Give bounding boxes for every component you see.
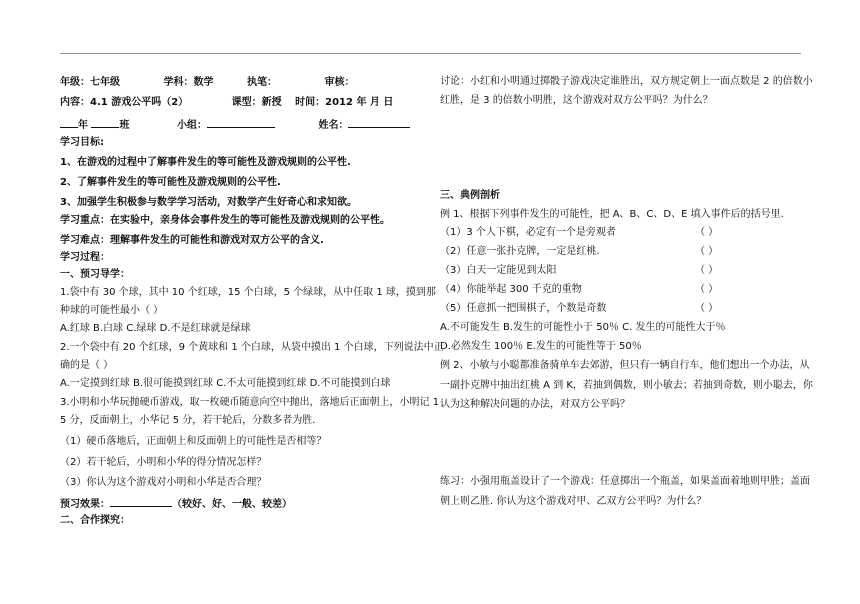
list-item — [440, 264, 556, 278]
header-rule — [60, 53, 801, 54]
preview-effect — [60, 495, 292, 512]
list-item — [440, 283, 582, 297]
goal-1: 1、在游戏的过程中了解事件发生的等可能性及游戏规则的公平性. — [60, 157, 351, 168]
answer-paren: （ ） — [695, 284, 719, 295]
goals-title: 学习目标: — [60, 137, 104, 148]
effect-hint: （较好、好、一般、较差） — [172, 499, 292, 510]
header-row-1 — [60, 76, 354, 90]
q3-line-2: 5 分，反面朝上，小华记 5 分，若干轮后，分数多者为胜. — [60, 415, 316, 426]
class-label: 班 — [119, 120, 130, 131]
q3-line-1: 3.小明和小华玩抛硬币游戏，取一枚硬币随意向空中抛出，落地后正面朝上，小明记 1 — [60, 397, 440, 408]
q1-line-1: 1.袋中有 30 个球，其中 10 个红球，15 个白球，5 个绿球，从中任取 1 球，摸到那 — [60, 287, 436, 298]
q2-options: A.一定摸到红球 B.很可能摸到红球 C.不太可能摸到红球 D.不可能摸到白球 — [60, 378, 391, 389]
q3-sub-2: （2）若干轮后，小明和小华的得分情况怎样？ — [60, 457, 267, 468]
lesson-type: 课型：新授 — [231, 97, 282, 108]
goal-3: 3、加强学生积极参与数学学习活动，对数学产生好奇心和求知欲。 — [60, 197, 357, 208]
options-row-2: D.必然发生 100％ E.发生的可能性等于 50％ — [440, 341, 642, 352]
example-2-line-3: 认为这种解决问题的办法，对双方公平吗？ — [440, 399, 630, 410]
lesson-content: 内容：4.1 游戏公平吗（2） — [60, 97, 189, 108]
header-row-2 — [60, 96, 393, 110]
section-2-title: 二、合作探究： — [60, 515, 130, 526]
subject: 学科：数学 — [163, 77, 214, 88]
effect-label: 预习效果： — [60, 499, 110, 510]
year-label: 年 — [78, 120, 88, 131]
lesson-time: 时间：2012 年 月 日 — [295, 97, 394, 108]
item-text: （1）3 个人下棋，必定有一个是旁观者 — [440, 227, 616, 238]
grade: 年级：七年级 — [60, 77, 120, 88]
author: 执笔： — [246, 77, 277, 88]
example-1: 例 1、根据下列事件发生的可能性，把 A、B、C、D、E 填入事件后的括号里. — [440, 209, 784, 220]
goal-2: 2、了解事件发生的等可能性及游戏规则的公平性. — [60, 177, 281, 188]
list-item — [440, 302, 606, 316]
item-text: （3）白天一定能见到太阳 — [440, 265, 557, 276]
answer-paren: （ ） — [695, 303, 719, 314]
practice-line-1: 练习：小强用瓶盖设计了一个游戏：任意掷出一个瓶盖，如果盖面着地则甲胜；盖面 — [440, 476, 810, 487]
q2-line-2: 确的是（ ） — [60, 360, 114, 371]
name-label: 姓名： — [318, 120, 349, 131]
q1-options: A.红球 B.白球 C.绿球 D.不是红球就是绿球 — [60, 323, 251, 334]
item-text: （5）任意抓一把围棋子，个数是奇数 — [440, 303, 607, 314]
list-item — [440, 226, 616, 240]
section-3-title: 三、典例剖析 — [440, 190, 500, 201]
practice-line-2: 朝上则乙胜. 你认为这个游戏对甲、乙双方公平吗？为什么？ — [440, 496, 707, 507]
q1-line-2: 种球的可能性最小（ ） — [60, 305, 164, 316]
answer-paren: （ ） — [695, 265, 719, 276]
section-1-title: 一、预习导学： — [60, 269, 130, 280]
discussion-line-2: 红胜，是 3 的倍数小明胜，这个游戏对双方公平吗？为什么？ — [440, 95, 713, 106]
options-row-1: A.不可能发生 B.发生的可能性小于 50％ C. 发生的可能性大于％ — [440, 322, 726, 333]
example-2-line-2: 一副扑克牌中抽出红桃 A 到 K，若抽到偶数，则小敏去；若抽到奇数，则小聪去，你 — [440, 380, 813, 391]
list-item — [440, 245, 600, 259]
item-text: （2）任意一张扑克牌，一定是红桃. — [440, 246, 600, 257]
q2-line-1: 2.一个袋中有 20 个红球，9 个黄球和 1 个白球，从袋中摸出 1 个白球，下列说法中正 — [60, 342, 444, 353]
reviewer: 审核： — [324, 77, 355, 88]
key-point: 学习重点：在实验中，亲身体会事件发生的等可能性及游戏规则的公平性。 — [60, 215, 390, 226]
discussion-line-1: 讨论：小红和小明通过掷骰子游戏决定谁胜出，双方规定朝上一面点数是 2 的倍数小 — [440, 76, 813, 87]
process-title: 学习过程： — [60, 252, 110, 263]
item-text: （4）你能举起 300 千克的重物 — [440, 284, 582, 295]
q3-sub-3: （3）你认为这个游戏对小明和小华是否合理？ — [60, 477, 267, 488]
header-row-3 — [60, 116, 410, 133]
group-label: 小组： — [176, 120, 207, 131]
difficulty: 学习难点：理解事件发生的可能性和游戏对双方公平的含义. — [60, 235, 324, 246]
answer-paren: （ ） — [695, 227, 719, 238]
example-2-line-1: 例 2、小敏与小聪都准备骑单车去郊游，但只有一辆自行车，他们想出一个办法，从 — [440, 360, 810, 371]
answer-paren: （ ） — [695, 246, 719, 257]
q3-sub-1: （1）硬币落地后，正面朝上和反面朝上的可能性是否相等？ — [60, 436, 327, 447]
